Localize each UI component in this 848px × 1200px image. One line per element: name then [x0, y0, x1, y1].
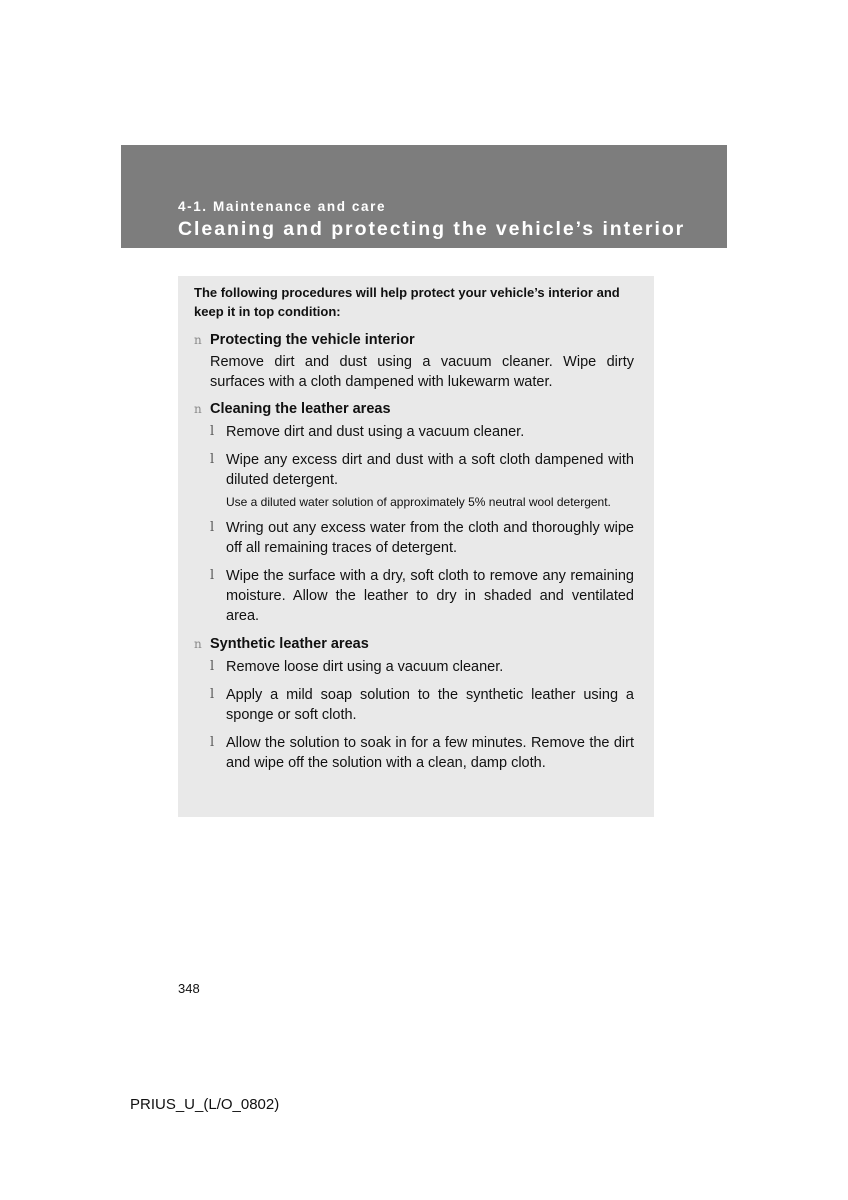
- content-body: [194, 283, 634, 781]
- chapter-header-band: [121, 145, 727, 248]
- list-item: [194, 450, 634, 490]
- bullet-marker-icon: l: [210, 735, 215, 750]
- section-synthetic-leather: [194, 634, 634, 773]
- section-heading-text: Cleaning the leather areas: [210, 401, 391, 417]
- list-item: [194, 422, 634, 442]
- page-number: 348: [178, 981, 200, 996]
- list-item-text: Wipe any excess dirt and dust with a soft cloth dampened with diluted detergent.: [226, 452, 634, 488]
- intro-text: The following procedures will help protect your vehicle’s interior and keep it in top condition:: [194, 285, 620, 319]
- bullet-marker-icon: l: [210, 452, 215, 467]
- page-title: Cleaning and protecting the vehicle’s interior: [178, 218, 686, 240]
- list-item: [194, 733, 634, 773]
- section-paragraph: Remove dirt and dust using a vacuum cleaner. Wipe dirty surfaces with a cloth dampened with lukewarm water.: [210, 354, 634, 390]
- section-heading: [194, 330, 634, 350]
- bullet-marker-icon: l: [210, 687, 215, 702]
- bullet-marker-icon: l: [210, 568, 215, 583]
- list-item-note: Use a diluted water solution of approximately 5% neutral wool detergent.: [226, 495, 611, 509]
- bullet-marker-icon: l: [210, 424, 215, 439]
- section-marker-icon: n: [194, 637, 202, 651]
- list-item-text: Wring out any excess water from the cloth and thoroughly wipe off all remaining traces of detergent.: [226, 520, 634, 556]
- section-leather-areas: [194, 399, 634, 626]
- document-code: PRIUS_U_(L/O_0802): [130, 1096, 280, 1113]
- section-label: 4-1. Maintenance and care: [178, 199, 387, 214]
- list-item-text: Allow the solution to soak in for a few minutes. Remove the dirt and wipe off the solution with a clean, damp cloth.: [226, 735, 634, 771]
- bullet-marker-icon: l: [210, 520, 215, 535]
- list-item: [194, 566, 634, 626]
- list-item-text: Apply a mild soap solution to the synthetic leather using a sponge or soft cloth.: [226, 687, 634, 723]
- section-heading: [194, 399, 634, 419]
- list-item: [194, 657, 634, 677]
- section-heading: [194, 634, 634, 654]
- section-marker-icon: n: [194, 333, 202, 347]
- list-item: [194, 518, 634, 558]
- bullet-marker-icon: l: [210, 659, 215, 674]
- section-heading-text: Synthetic leather areas: [210, 636, 369, 652]
- list-item: [194, 685, 634, 725]
- section-protecting-interior: [194, 330, 634, 392]
- section-marker-icon: n: [194, 402, 202, 416]
- content-box: [178, 276, 654, 817]
- section-heading-text: Protecting the vehicle interior: [210, 332, 415, 348]
- list-item-text: Remove loose dirt using a vacuum cleaner.: [226, 659, 504, 675]
- list-item-text: Wipe the surface with a dry, soft cloth to remove any remaining moisture. Allow the leather to dry in shaded and ventilated area.: [226, 568, 634, 624]
- list-item-text: Remove dirt and dust using a vacuum cleaner.: [226, 424, 525, 440]
